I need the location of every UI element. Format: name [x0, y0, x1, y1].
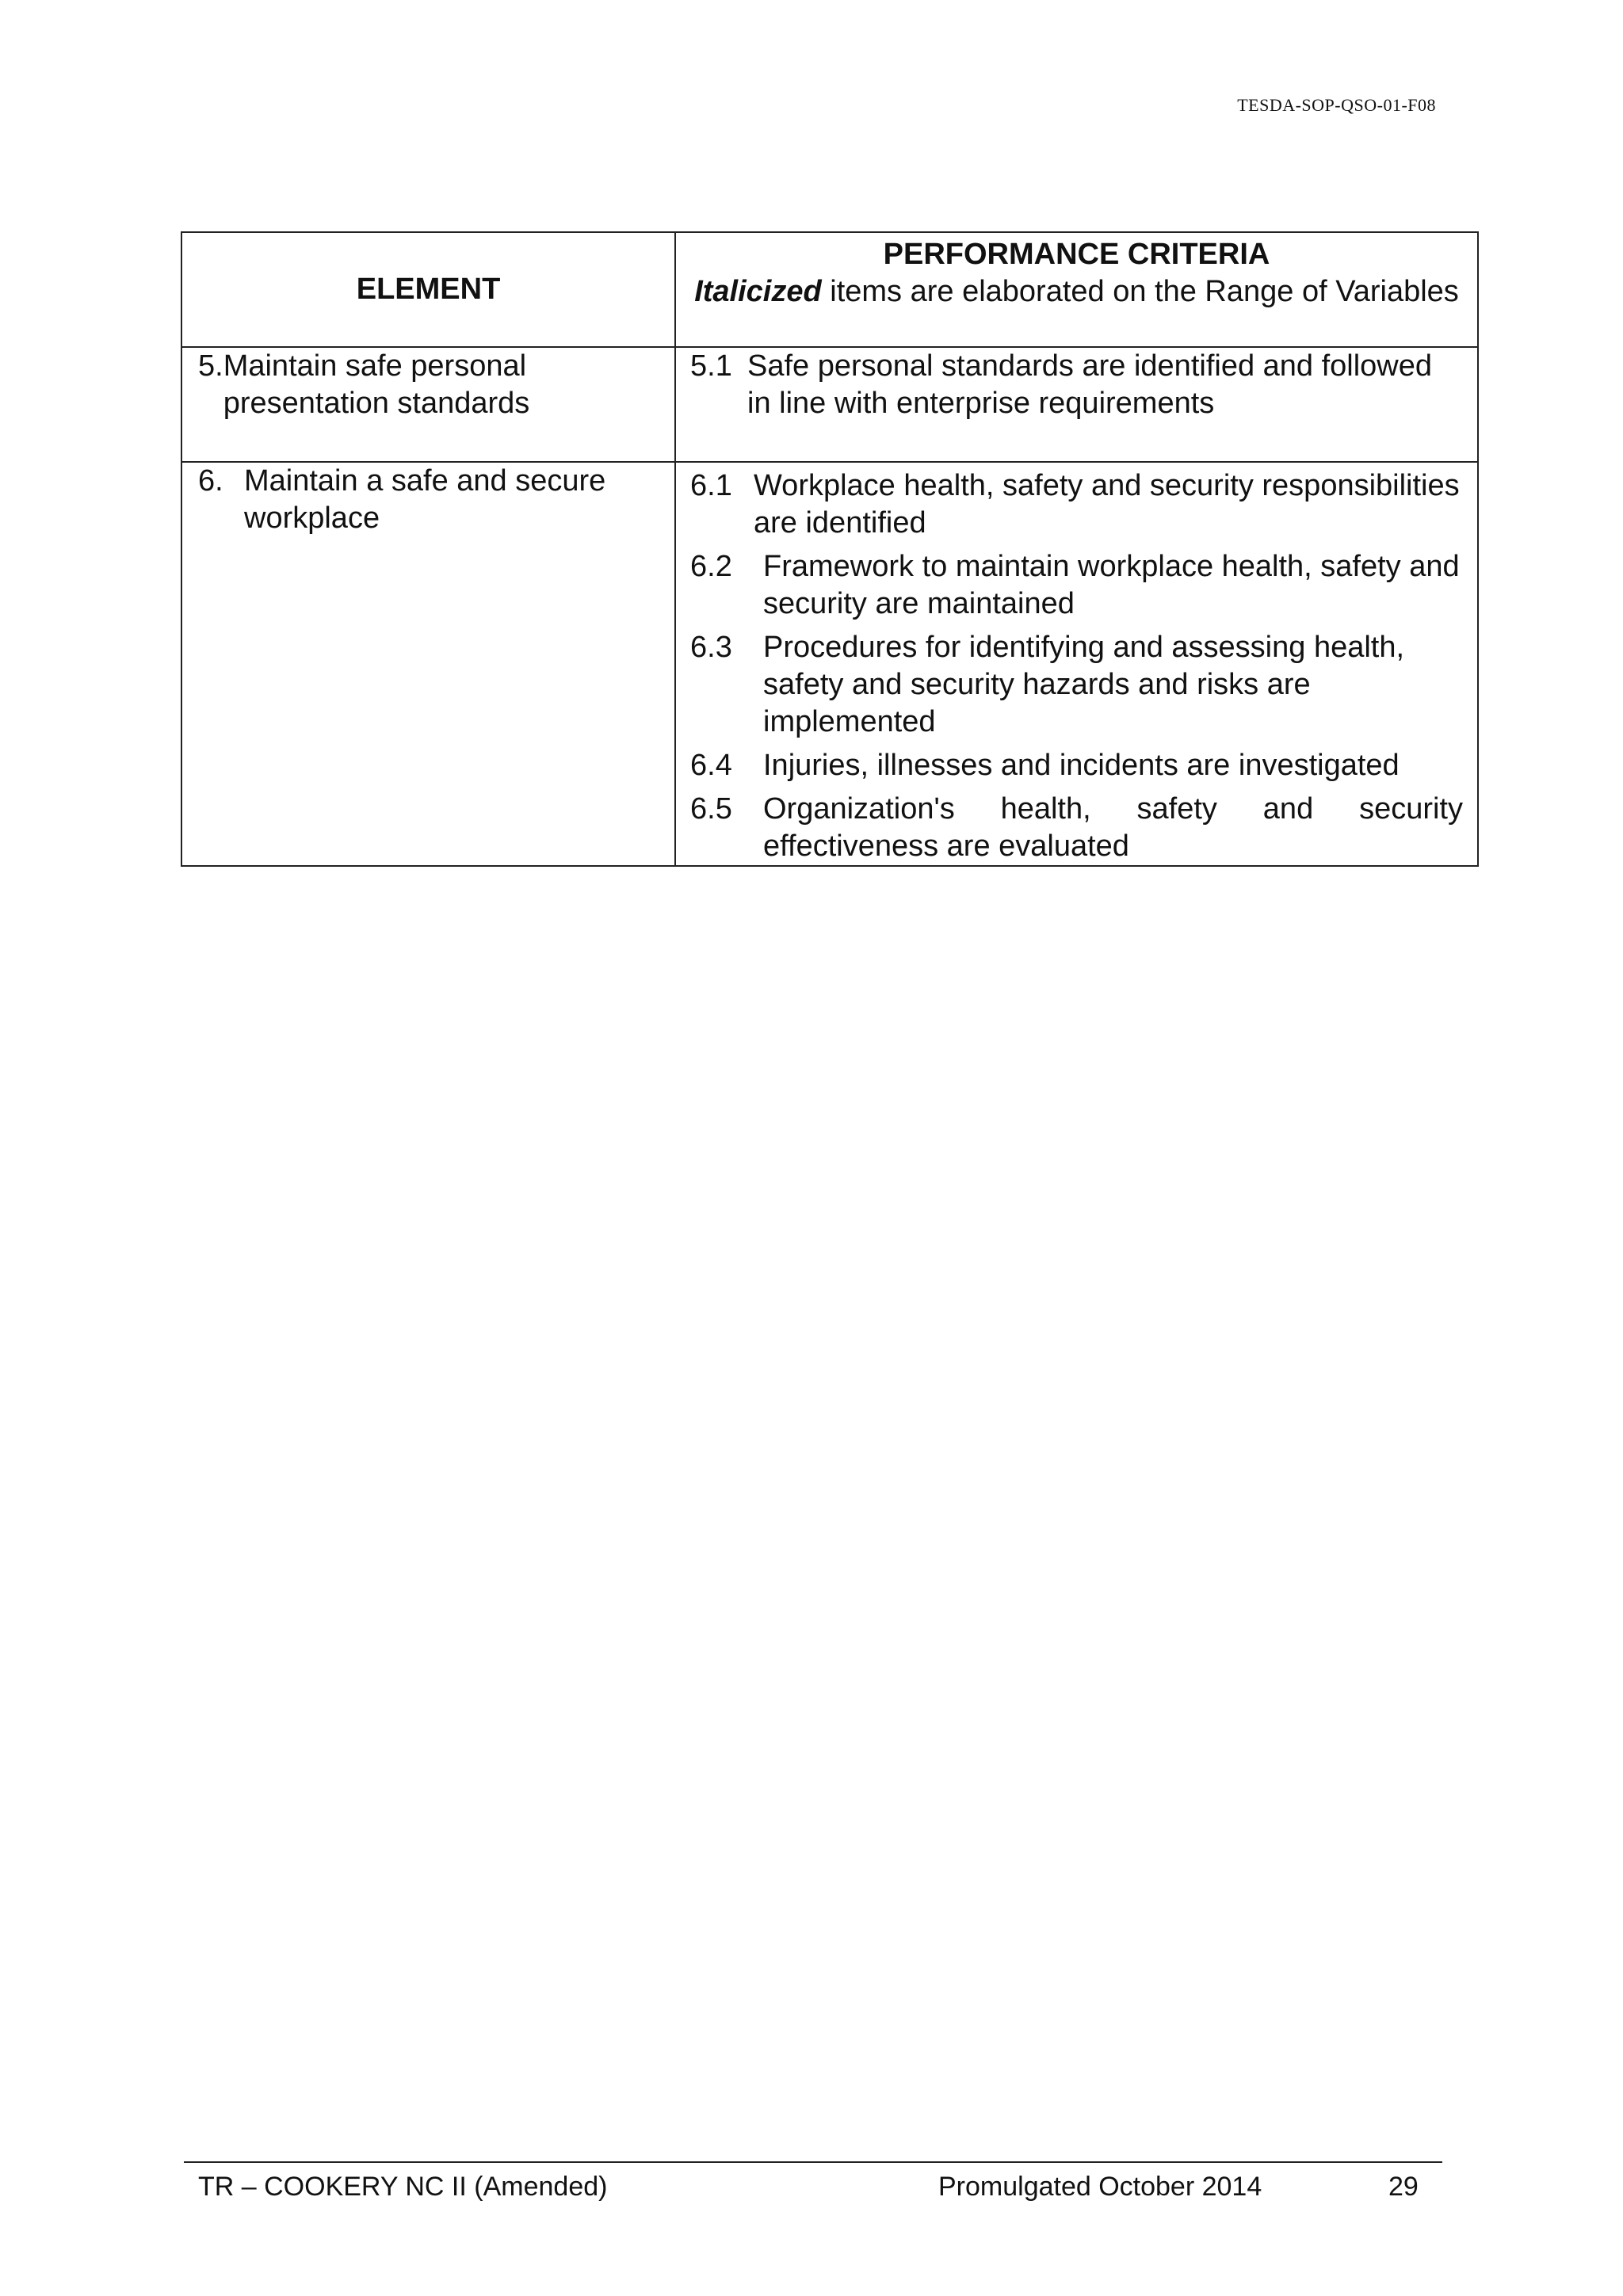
criteria-text: Safe personal standards are identified and followed in line with enterprise requirements — [747, 349, 1433, 420]
criteria-header-title: PERFORMANCE CRITERIA — [883, 238, 1270, 271]
page-number: 29 — [1388, 2172, 1419, 2202]
criteria-number: 6.5 — [690, 792, 732, 826]
table-row — [181, 347, 1478, 462]
document-code: TESDA-SOP-QSO-01-F08 — [1237, 95, 1436, 115]
criteria-number: 6.3 — [690, 631, 732, 664]
criteria-number: 6.2 — [690, 550, 732, 583]
criteria-text: Injuries, illnesses and incidents are investigated — [763, 749, 1400, 782]
element-cell — [181, 347, 675, 462]
criteria-cell — [675, 462, 1478, 866]
competency-table — [181, 231, 1479, 867]
footer-promulgated: Promulgated October 2014 — [938, 2172, 1262, 2202]
criteria-number: 6.1 — [690, 469, 732, 502]
criteria-cell — [675, 347, 1478, 462]
criteria-item — [690, 747, 1463, 784]
footer-divider — [184, 2161, 1442, 2163]
criteria-item — [690, 629, 1463, 741]
criteria-text: Procedures for identifying and assessing health, safety and security hazards and risks are implemented — [763, 631, 1405, 738]
criteria-header-italic: Italicized — [694, 275, 822, 308]
criteria-text: Organization's health, safety and security effectiveness are evaluated — [763, 792, 1463, 863]
table-row — [181, 462, 1478, 866]
footer-document-title: TR – COOKERY NC II (Amended) — [198, 2172, 608, 2202]
criteria-item — [690, 348, 1463, 422]
criteria-column-header — [675, 232, 1478, 347]
criteria-item — [690, 467, 1463, 542]
element-label: Maintain safe personal presentation standards — [223, 349, 530, 420]
criteria-item — [690, 548, 1463, 623]
criteria-number: 6.4 — [690, 749, 732, 782]
criteria-text: Framework to maintain workplace health, safety and security are maintained — [763, 550, 1460, 620]
element-number: 5. — [198, 349, 223, 383]
table-header-row — [181, 232, 1478, 347]
element-label: Maintain a safe and secure workplace — [244, 464, 606, 535]
criteria-header-note: items are elaborated on the Range of Variables — [821, 275, 1459, 308]
element-number: 6. — [198, 464, 223, 498]
criteria-item — [690, 791, 1463, 865]
criteria-text: Workplace health, safety and security responsibilities are identified — [754, 469, 1460, 540]
element-cell — [181, 462, 675, 866]
element-column-header: ELEMENT — [181, 232, 675, 347]
criteria-number: 5.1 — [690, 349, 732, 383]
